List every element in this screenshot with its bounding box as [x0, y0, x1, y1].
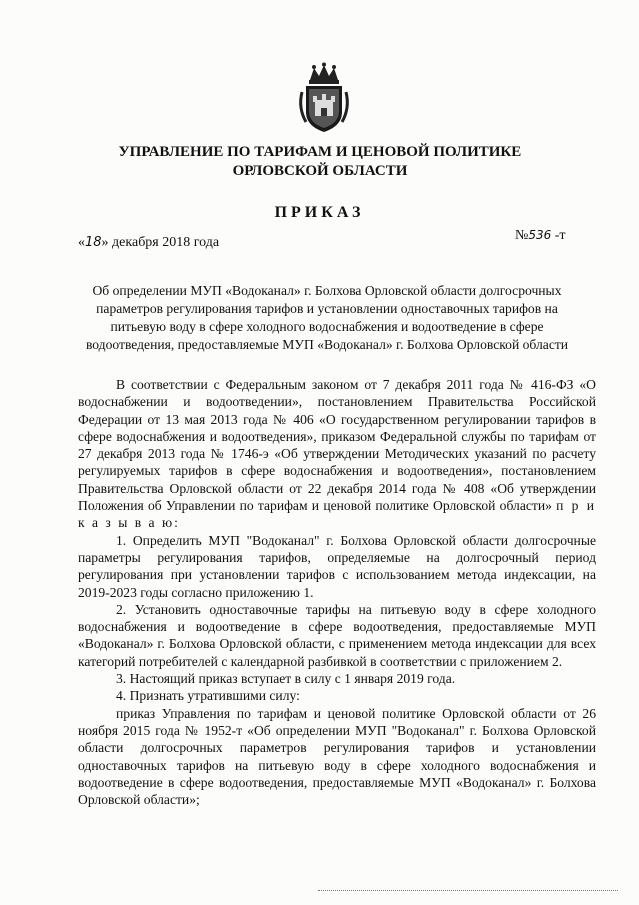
item-2-paragraph: 2. Установить одноставочные тарифы на питьевую воду в сфере холодного водоснабжения и водоотведение в сфере водоотведения, предоставляемые МУП «Водоканал» г. Болхова Орловской области, с применением метода индексации для всех категорий потребителей с календарной разбивкой в соответствии с приложением 2. [78, 601, 596, 669]
order-subject: Об определении МУП «Водоканал» г. Болхова Орловской области долгосрочных параметров регулирования тарифов и установлении одноставочных тарифов на питьевую воду в сфере холодного водоснабжения и водоотведение в сфере водоотведения, предоставляемые МУП «Водоканал» г. Болхова Орловской области [85, 283, 569, 352]
org-line-1: УПРАВЛЕНИЕ ПО ТАРИФАМ И ЦЕНОВОЙ ПОЛИТИКЕ [118, 144, 522, 160]
item-4-paragraph: 4. Признать утратившими силу: [116, 688, 300, 704]
date-rest: » декабря 2018 года [101, 235, 220, 250]
coat-of-arms-icon [296, 62, 352, 134]
order-title: ПРИКАЗ [274, 204, 365, 221]
footer-rule [318, 890, 618, 891]
preamble-text: В соответствии с Федеральным законом от 7 декабря 2011 года № 416-ФЗ «О водоснабжении и водоотведении», постановлением Правительства Российской Федерации от 13 мая 2013 года № 406 «О государственном регулировании тарифов в сфере водоснабжения и водоотведения», приказом Федеральной службы по тарифам от 27 декабря 2013 года № 1746-э «Об утверждении Методических указаний по расчету регулируемых тарифов в сфере водоснабжения и водоотведения», постановлением Правительства Орловской области от 22 декабря 2014 года № 408 «Об утверждении Положения об Управлении по тарифам и ценовой политике Орловской области» [78, 377, 596, 514]
order-number [515, 228, 566, 244]
date-day: 18 [85, 235, 102, 250]
order-date [78, 235, 219, 251]
preamble-paragraph [78, 376, 596, 532]
item-4-text-paragraph: приказ Управления по тарифам и ценовой политике Орловской области от 26 ноября 2015 года № 1952-т «Об определении МУП "Водоканал" г. Болхова Орловской области долгосрочных параметров регулирования тарифов и установлении одноставочных тарифов на питьевую воду в сфере холодного водоснабжения и водоотведение в сфере водоотведения, предоставляемые МУП «Водоканал» г. Болхова Орловской области»; [78, 705, 596, 808]
directive-text: п р и к а з ы в а ю: [78, 498, 596, 531]
date-open-quote: « [78, 235, 85, 250]
order-body [78, 376, 596, 808]
number-suffix: -т [554, 228, 566, 243]
number-prefix: № [515, 228, 529, 243]
number-value: 536 [528, 228, 552, 242]
organization-name [60, 143, 580, 181]
item-3-paragraph: 3. Настоящий приказ вступает в силу с 1 января 2019 года. [116, 671, 456, 687]
org-line-2: ОРЛОВСКОЙ ОБЛАСТИ [232, 163, 408, 179]
item-1-paragraph: 1. Определить МУП "Водоканал" г. Болхова Орловской области долгосрочные параметры регулирования тарифов, определяемые на долгосрочный период регулирования при установлении тарифов с использованием метода индексации, на 2019-2023 годы согласно приложению 1. [78, 532, 596, 600]
